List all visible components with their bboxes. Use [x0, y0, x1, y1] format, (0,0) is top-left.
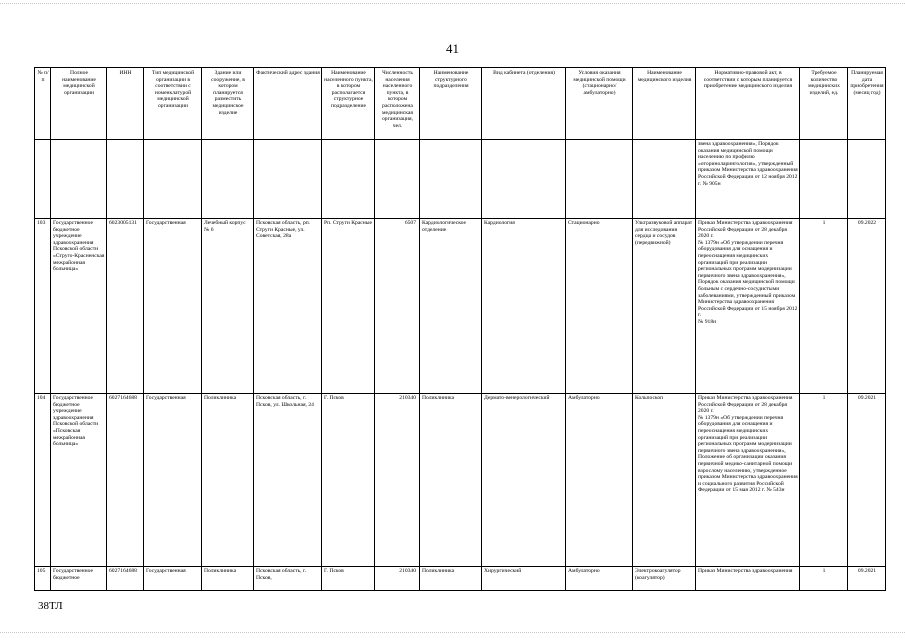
cell-org: Государственное бюджетное учреждение здравоохранения Псковской области «Струго-Красненская межрайонная больница»: [51, 219, 107, 394]
cell-inn: 6027164688: [107, 394, 144, 567]
cell-address: Псковская область, г. Псков, ул. Школьная, 24: [254, 394, 322, 567]
page-number: 41: [446, 41, 459, 56]
cell-type: Государственная: [144, 219, 202, 394]
cell-type: Государственная: [144, 567, 202, 591]
cell-division: Кардиологическое отделение: [420, 219, 482, 394]
cell-building: Лечебный корпус № 6: [202, 219, 254, 394]
cell-normative: Приказ Министерства здравоохранения Российской Федерации от 28 декабря 2020 г. № 1379н «Об утверждении перечня оборудования для оснащения и переоснащения медицинских организаций при реализации региональных программ модернизации первичного звена здравоохранения», Положение об организации оказания первичной медико-санитарной помощи взрослому населению, утвержденное приказом Министерства здравоохранения и социального развития Российской Федерации от 15 мая 2012 г. № 543н: [696, 394, 800, 567]
cell-quantity: 1: [800, 219, 848, 394]
cell-normative: Приказ Министерства здравоохранения: [696, 567, 800, 591]
cell-population: 6507: [375, 219, 420, 394]
col-header-population: Численность населения населенного пункта, в котором расположена медицинская организация, чел.: [375, 68, 420, 140]
table-row: [35, 567, 886, 591]
cell-date: 09.2021: [848, 567, 886, 591]
cell-device: Кольпоскоп: [633, 394, 696, 567]
cell-locality: Г. Псков: [322, 394, 375, 567]
col-header-address: Фактический адрес здания: [254, 68, 322, 140]
cell-org: Государственное бюджетное: [51, 567, 107, 591]
cell-address: Псковская область, рп. Струги Красные, ул. Советская, 28а: [254, 219, 322, 394]
cell-division: Поликлиника: [420, 567, 482, 591]
cell-cabinet: Кардиология: [482, 219, 566, 394]
col-header-device: Наименование медицинского изделия: [633, 68, 696, 140]
cell-quantity: 1: [800, 394, 848, 567]
col-header-locality: Наименование населенного пункта, в котором располагается структурное подразделение: [322, 68, 375, 140]
cell-quantity: 1: [800, 567, 848, 591]
cell-date: 09.2021: [848, 394, 886, 567]
col-header-date: Планируемая дата приобретения (месяц год): [848, 68, 886, 140]
col-header-division: Наименование структурного подразделения: [420, 68, 482, 140]
cell-num: 103: [35, 219, 51, 394]
col-header-org: Полное наименование медицинской организации: [51, 68, 107, 140]
cell-inn: 6023005131: [107, 219, 144, 394]
cell-division: Поликлиника: [420, 394, 482, 567]
col-header-building: Здание или сооружение, в котором планируется разместить медицинское изделие: [202, 68, 254, 140]
col-header-type: Тип медицинской организации в соответствии с номенклатурой медицинской организации: [144, 68, 202, 140]
cell-building: Поликлиника: [202, 567, 254, 591]
cell-locality: Г. Псков: [322, 567, 375, 591]
table-header-row: [35, 68, 886, 140]
cell-device: Электрокоагулятор (коагулятор): [633, 567, 696, 591]
cell-num: 105: [35, 567, 51, 591]
cell-normative: Приказ Министерства здравоохранения Российской Федерации от 28 декабря 2020 г. № 1379н «Об утверждении перечня оборудования для оснащения и переоснащения медицинских организаций при реализации региональных программ модернизации первичного звена здравоохранения», Порядок оказания медицинской помощи больным с сердечно-сосудистыми заболеваниями, утвержденный приказом Министерства здравоохранения Российской Федерации от 15 ноября 2012 г. № 918н: [696, 219, 800, 394]
cell-conditions: Амбулаторно: [566, 394, 633, 567]
cell-device: Ультразвуковой аппарат для исследования сердца и сосудов (передвижной): [633, 219, 696, 394]
cell-normative: звена здравоохранения», Порядок оказания медицинской помощи населению по профилю «оториноларингология», утвержденный приказом Министерства здравоохранения Российской Федерации от 12 ноября 2012 г. № 905н: [696, 140, 800, 219]
table-row: [35, 394, 886, 567]
cell-population: 210340: [375, 567, 420, 591]
col-header-inn: ИНН: [107, 68, 144, 140]
cell-num: 104: [35, 394, 51, 567]
col-header-conditions: Условия оказания медицинской помощи (стационарно/ амбулаторно): [566, 68, 633, 140]
cell-inn: 6027164688: [107, 567, 144, 591]
cell-date: 09.2022: [848, 219, 886, 394]
table-row-continuation: [35, 140, 886, 219]
table-row: [35, 219, 886, 394]
cell-cabinet: Дермато-венерологический: [482, 394, 566, 567]
cell-cabinet: Хирургический: [482, 567, 566, 591]
cell-population: 210340: [375, 394, 420, 567]
scan-edge-top: [0, 3, 905, 5]
cell-conditions: Амбулаторно: [566, 567, 633, 591]
cell-type: Государственная: [144, 394, 202, 567]
cell-building: Поликлиника: [202, 394, 254, 567]
cell-address: Псковская область, г. Псков,: [254, 567, 322, 591]
col-header-num: № п/п: [35, 68, 51, 140]
col-header-quantity: Требуемое количество медицинских изделий, ед.: [800, 68, 848, 140]
cell-conditions: Стационарно: [566, 219, 633, 394]
col-header-cabinet: Вид кабинета (отделения): [482, 68, 566, 140]
cell-org: Государственное бюджетное учреждение здравоохранения Псковской области «Псковская межрайонная больница»: [51, 394, 107, 567]
col-header-normative: Нормативно-правовой акт, в соответствии с которым планируется приобретение медицинского изделия: [696, 68, 800, 140]
cell-locality: Рп. Струги Красные: [322, 219, 375, 394]
scan-edge-bottom: [0, 632, 905, 634]
equipment-table: [34, 67, 886, 591]
document-code: 38ТЛ: [38, 600, 63, 612]
